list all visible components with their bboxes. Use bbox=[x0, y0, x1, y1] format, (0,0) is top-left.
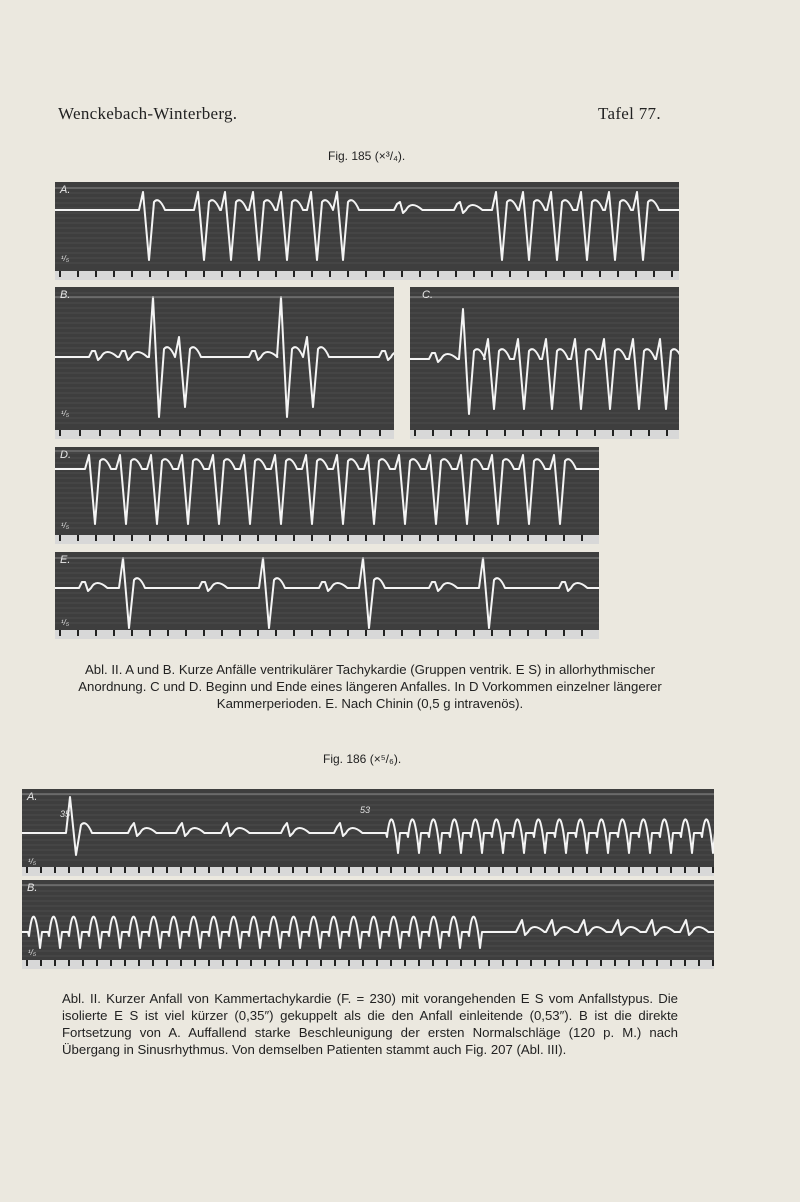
time-tick bbox=[278, 867, 280, 873]
panel-label-185-c: C. bbox=[422, 289, 433, 301]
time-tick bbox=[486, 430, 488, 436]
time-tick bbox=[180, 867, 182, 873]
time-tick bbox=[320, 960, 322, 966]
time-tick bbox=[348, 867, 350, 873]
time-tick bbox=[95, 271, 97, 277]
time-tick bbox=[319, 430, 321, 436]
time-tick bbox=[599, 271, 601, 277]
time-tick bbox=[26, 867, 28, 873]
time-tick bbox=[545, 630, 547, 636]
time-tick bbox=[113, 535, 115, 541]
time-tick bbox=[404, 867, 406, 873]
ecg-trace bbox=[55, 297, 394, 417]
time-tick bbox=[450, 430, 452, 436]
figure-185-title: Fig. 185 (×³/₄). bbox=[328, 149, 406, 163]
time-tick bbox=[185, 271, 187, 277]
time-tick bbox=[671, 271, 673, 277]
time-tick bbox=[293, 271, 295, 277]
time-tick bbox=[473, 271, 475, 277]
time-tick bbox=[612, 430, 614, 436]
time-tick bbox=[527, 271, 529, 277]
time-tick bbox=[59, 430, 61, 436]
time-tick bbox=[530, 867, 532, 873]
ecg-strip-186-b bbox=[22, 880, 714, 969]
time-tick bbox=[379, 430, 381, 436]
time-tick bbox=[311, 630, 313, 636]
time-tick bbox=[437, 535, 439, 541]
time-tick bbox=[347, 271, 349, 277]
time-tick bbox=[502, 867, 504, 873]
time-tick bbox=[642, 960, 644, 966]
time-tick bbox=[404, 960, 406, 966]
time-tick bbox=[167, 535, 169, 541]
plate-number: Tafel 77. bbox=[598, 104, 661, 123]
time-tick bbox=[208, 867, 210, 873]
ecg-trace bbox=[55, 192, 679, 260]
time-tick bbox=[250, 867, 252, 873]
time-tick bbox=[219, 430, 221, 436]
time-tick bbox=[509, 271, 511, 277]
time-tick bbox=[306, 867, 308, 873]
figure-185-caption: Abl. II. A und B. Kurze Anfälle ventrikulärer Tachykardie (Gruppen ventrik. E S) in allorhythmischer Anordnung. C und D. Beginn und Ende eines längeren Anfalles. In D Vorkommen einzelner längerer Kammerperioden. E. Nach Chinin (0,5 g intravenös). bbox=[78, 662, 662, 711]
time-tick bbox=[473, 630, 475, 636]
time-tick bbox=[293, 535, 295, 541]
time-tick bbox=[516, 960, 518, 966]
time-mark-186-b: ¹/₅ bbox=[28, 948, 37, 957]
time-tick bbox=[670, 960, 672, 966]
time-tick bbox=[455, 271, 457, 277]
time-tick bbox=[179, 430, 181, 436]
time-tick bbox=[712, 960, 714, 966]
time-tick bbox=[572, 867, 574, 873]
time-tick bbox=[432, 430, 434, 436]
time-tick bbox=[166, 867, 168, 873]
ecg-strip-185-a bbox=[55, 182, 679, 280]
time-tick bbox=[558, 867, 560, 873]
time-tick bbox=[347, 535, 349, 541]
coupling-label-2: 53 bbox=[360, 805, 371, 815]
time-tick bbox=[614, 867, 616, 873]
time-tick bbox=[509, 535, 511, 541]
ecg-strip-185-c bbox=[410, 287, 679, 439]
time-tick bbox=[390, 960, 392, 966]
time-tick bbox=[376, 960, 378, 966]
time-tick bbox=[119, 430, 121, 436]
time-mark-185-a: ¹/₅ bbox=[61, 254, 70, 263]
time-tick bbox=[131, 630, 133, 636]
coupling-label-1: 35 bbox=[60, 809, 71, 819]
time-tick bbox=[376, 867, 378, 873]
time-tick bbox=[292, 960, 294, 966]
time-tick bbox=[365, 630, 367, 636]
time-tick bbox=[199, 430, 201, 436]
time-tick bbox=[40, 960, 42, 966]
time-tick bbox=[203, 535, 205, 541]
time-tick bbox=[59, 630, 61, 636]
time-tick bbox=[124, 960, 126, 966]
time-tick bbox=[292, 867, 294, 873]
time-tick bbox=[600, 867, 602, 873]
time-tick bbox=[383, 535, 385, 541]
time-tick bbox=[670, 867, 672, 873]
time-tick bbox=[502, 960, 504, 966]
time-tick bbox=[419, 630, 421, 636]
time-tick bbox=[698, 867, 700, 873]
time-tick bbox=[581, 630, 583, 636]
time-tick bbox=[54, 960, 56, 966]
time-tick bbox=[666, 430, 668, 436]
time-tick bbox=[362, 960, 364, 966]
time-tick bbox=[653, 271, 655, 277]
time-mark-185-b: ¹/₅ bbox=[61, 409, 70, 418]
time-tick bbox=[221, 271, 223, 277]
figure-186-title: Fig. 186 (×⁵/₆). bbox=[323, 752, 402, 766]
time-tick bbox=[419, 271, 421, 277]
time-mark-185-e: ¹/₅ bbox=[61, 618, 70, 627]
time-tick bbox=[628, 867, 630, 873]
time-tick bbox=[329, 535, 331, 541]
time-tick bbox=[446, 867, 448, 873]
time-tick bbox=[293, 630, 295, 636]
time-tick bbox=[365, 271, 367, 277]
time-tick bbox=[563, 271, 565, 277]
time-tick bbox=[194, 960, 196, 966]
time-tick bbox=[166, 960, 168, 966]
time-tick bbox=[257, 630, 259, 636]
time-tick bbox=[437, 630, 439, 636]
time-tick bbox=[414, 430, 416, 436]
time-tick bbox=[594, 430, 596, 436]
time-tick bbox=[516, 867, 518, 873]
time-tick bbox=[82, 867, 84, 873]
ecg-trace bbox=[55, 455, 599, 524]
time-tick bbox=[558, 960, 560, 966]
time-tick bbox=[491, 271, 493, 277]
time-tick bbox=[185, 535, 187, 541]
ecg-strip-186-a bbox=[22, 789, 714, 876]
time-track bbox=[55, 535, 599, 544]
time-tick bbox=[401, 535, 403, 541]
ecg-trace-185-b bbox=[55, 287, 394, 439]
time-tick bbox=[221, 535, 223, 541]
time-tick bbox=[194, 867, 196, 873]
time-tick bbox=[59, 271, 61, 277]
ecg-trace-185-a bbox=[55, 182, 679, 280]
time-tick bbox=[152, 867, 154, 873]
time-tick bbox=[418, 867, 420, 873]
time-tick bbox=[299, 430, 301, 436]
time-tick bbox=[68, 960, 70, 966]
time-tick bbox=[131, 271, 133, 277]
ecg-trace-185-e bbox=[55, 552, 599, 639]
time-tick bbox=[257, 271, 259, 277]
time-tick bbox=[491, 630, 493, 636]
time-tick bbox=[527, 535, 529, 541]
time-tick bbox=[77, 630, 79, 636]
time-tick bbox=[576, 430, 578, 436]
time-tick bbox=[77, 271, 79, 277]
time-tick bbox=[180, 960, 182, 966]
time-tick bbox=[95, 535, 97, 541]
time-tick bbox=[437, 271, 439, 277]
time-tick bbox=[572, 960, 574, 966]
time-tick bbox=[139, 430, 141, 436]
time-tick bbox=[600, 960, 602, 966]
time-tick bbox=[59, 535, 61, 541]
time-tick bbox=[110, 867, 112, 873]
time-tick bbox=[460, 867, 462, 873]
time-tick bbox=[131, 535, 133, 541]
time-tick bbox=[455, 535, 457, 541]
time-tick bbox=[390, 867, 392, 873]
time-tick bbox=[656, 960, 658, 966]
time-tick bbox=[365, 535, 367, 541]
time-tick bbox=[306, 960, 308, 966]
time-tick bbox=[239, 535, 241, 541]
time-tick bbox=[635, 271, 637, 277]
time-tick bbox=[79, 430, 81, 436]
time-tick bbox=[203, 630, 205, 636]
time-tick bbox=[259, 430, 261, 436]
time-tick bbox=[149, 535, 151, 541]
time-tick bbox=[185, 630, 187, 636]
time-tick bbox=[113, 630, 115, 636]
time-tick bbox=[474, 960, 476, 966]
time-tick bbox=[239, 271, 241, 277]
panel-label-185-e: E. bbox=[60, 554, 71, 566]
time-tick bbox=[275, 535, 277, 541]
time-tick bbox=[124, 867, 126, 873]
time-tick bbox=[563, 535, 565, 541]
time-tick bbox=[82, 960, 84, 966]
time-tick bbox=[432, 867, 434, 873]
time-tick bbox=[522, 430, 524, 436]
time-tick bbox=[684, 960, 686, 966]
time-tick bbox=[96, 960, 98, 966]
time-tick bbox=[419, 535, 421, 541]
time-tick bbox=[311, 271, 313, 277]
panel-label-186-b: B. bbox=[27, 882, 38, 894]
time-tick bbox=[432, 960, 434, 966]
time-tick bbox=[279, 430, 281, 436]
time-tick bbox=[488, 960, 490, 966]
time-tick bbox=[348, 960, 350, 966]
time-tick bbox=[149, 630, 151, 636]
figure-186-caption: Abl. II. Kurzer Anfall von Kammertachykardie (F. = 230) mit vorangehenden E S vom Anfallstypus. Die isolierte E S ist viel kürzer (0,35″) gekuppelt als die den Anfall einleitende (0,53″). B ist die direkte Fortsetzung von A. Auffallend starke Beschleunigung der ersten Normalschläge (120 p. M.) nach Übergang in Sinusrhythmus. Von demselben Patienten stammt auch Fig. 207 (Abl. III). bbox=[62, 991, 678, 1057]
time-tick bbox=[40, 867, 42, 873]
time-tick bbox=[581, 271, 583, 277]
time-tick bbox=[418, 960, 420, 966]
time-tick bbox=[347, 630, 349, 636]
time-tick bbox=[468, 430, 470, 436]
time-tick bbox=[275, 271, 277, 277]
time-tick bbox=[383, 630, 385, 636]
time-tick bbox=[401, 630, 403, 636]
time-tick bbox=[504, 430, 506, 436]
time-tick bbox=[334, 867, 336, 873]
time-tick bbox=[527, 630, 529, 636]
time-tick bbox=[545, 535, 547, 541]
time-tick bbox=[110, 960, 112, 966]
time-tick bbox=[54, 867, 56, 873]
ecg-strip-185-d bbox=[55, 447, 599, 544]
running-header-left: Wenckebach-Winterberg. bbox=[58, 104, 238, 123]
time-tick bbox=[712, 867, 714, 873]
time-tick bbox=[250, 960, 252, 966]
time-tick bbox=[99, 430, 101, 436]
time-tick bbox=[239, 430, 241, 436]
time-tick bbox=[203, 271, 205, 277]
time-tick bbox=[491, 535, 493, 541]
time-tick bbox=[208, 960, 210, 966]
time-tick bbox=[563, 630, 565, 636]
time-mark-186-a: ¹/₅ bbox=[28, 857, 37, 866]
time-tick bbox=[558, 430, 560, 436]
time-tick bbox=[586, 960, 588, 966]
time-tick bbox=[152, 960, 154, 966]
time-tick bbox=[77, 535, 79, 541]
time-tick bbox=[488, 867, 490, 873]
ecg-strip-185-b bbox=[55, 287, 394, 439]
time-tick bbox=[401, 271, 403, 277]
time-tick bbox=[275, 630, 277, 636]
time-tick bbox=[138, 960, 140, 966]
time-tick bbox=[540, 430, 542, 436]
time-tick bbox=[544, 960, 546, 966]
time-tick bbox=[698, 960, 700, 966]
time-tick bbox=[656, 867, 658, 873]
time-tick bbox=[320, 867, 322, 873]
time-tick bbox=[581, 535, 583, 541]
time-tick bbox=[26, 960, 28, 966]
time-mark-185-d: ¹/₅ bbox=[61, 521, 70, 530]
time-tick bbox=[628, 960, 630, 966]
time-tick bbox=[95, 630, 97, 636]
time-tick bbox=[167, 630, 169, 636]
time-tick bbox=[359, 430, 361, 436]
time-tick bbox=[159, 430, 161, 436]
time-tick bbox=[617, 271, 619, 277]
time-tick bbox=[630, 430, 632, 436]
time-tick bbox=[239, 630, 241, 636]
time-tick bbox=[586, 867, 588, 873]
time-tick bbox=[222, 960, 224, 966]
time-tick bbox=[545, 271, 547, 277]
time-tick bbox=[278, 960, 280, 966]
time-tick bbox=[473, 535, 475, 541]
ecg-strip-185-e bbox=[55, 552, 599, 639]
time-tick bbox=[96, 867, 98, 873]
time-tick bbox=[264, 960, 266, 966]
time-tick bbox=[68, 867, 70, 873]
ecg-trace-186-a bbox=[22, 789, 714, 876]
time-tick bbox=[236, 960, 238, 966]
time-tick bbox=[149, 271, 151, 277]
time-tick bbox=[446, 960, 448, 966]
time-tick bbox=[311, 535, 313, 541]
time-tick bbox=[509, 630, 511, 636]
time-tick bbox=[222, 867, 224, 873]
time-tick bbox=[684, 867, 686, 873]
time-tick bbox=[648, 430, 650, 436]
time-tick bbox=[460, 960, 462, 966]
panel-label-185-d: D. bbox=[60, 449, 71, 461]
time-tick bbox=[339, 430, 341, 436]
time-tick bbox=[334, 960, 336, 966]
panel-label-185-a: A. bbox=[60, 184, 71, 196]
panel-label-186-a: A. bbox=[27, 791, 38, 803]
time-tick bbox=[167, 271, 169, 277]
time-tick bbox=[329, 630, 331, 636]
time-tick bbox=[264, 867, 266, 873]
time-tick bbox=[530, 960, 532, 966]
ecg-trace-185-d bbox=[55, 447, 599, 544]
time-track bbox=[55, 630, 599, 639]
time-tick bbox=[362, 867, 364, 873]
time-tick bbox=[113, 271, 115, 277]
time-tick bbox=[455, 630, 457, 636]
time-tick bbox=[236, 867, 238, 873]
time-tick bbox=[474, 867, 476, 873]
time-tick bbox=[221, 630, 223, 636]
time-track bbox=[55, 430, 394, 439]
time-tick bbox=[614, 960, 616, 966]
time-tick bbox=[383, 271, 385, 277]
ecg-trace-185-c bbox=[410, 287, 679, 439]
time-tick bbox=[138, 867, 140, 873]
time-tick bbox=[329, 271, 331, 277]
ecg-trace-186-b bbox=[22, 880, 714, 969]
time-tick bbox=[257, 535, 259, 541]
panel-label-185-b: B. bbox=[60, 289, 71, 301]
time-tick bbox=[642, 867, 644, 873]
time-tick bbox=[544, 867, 546, 873]
